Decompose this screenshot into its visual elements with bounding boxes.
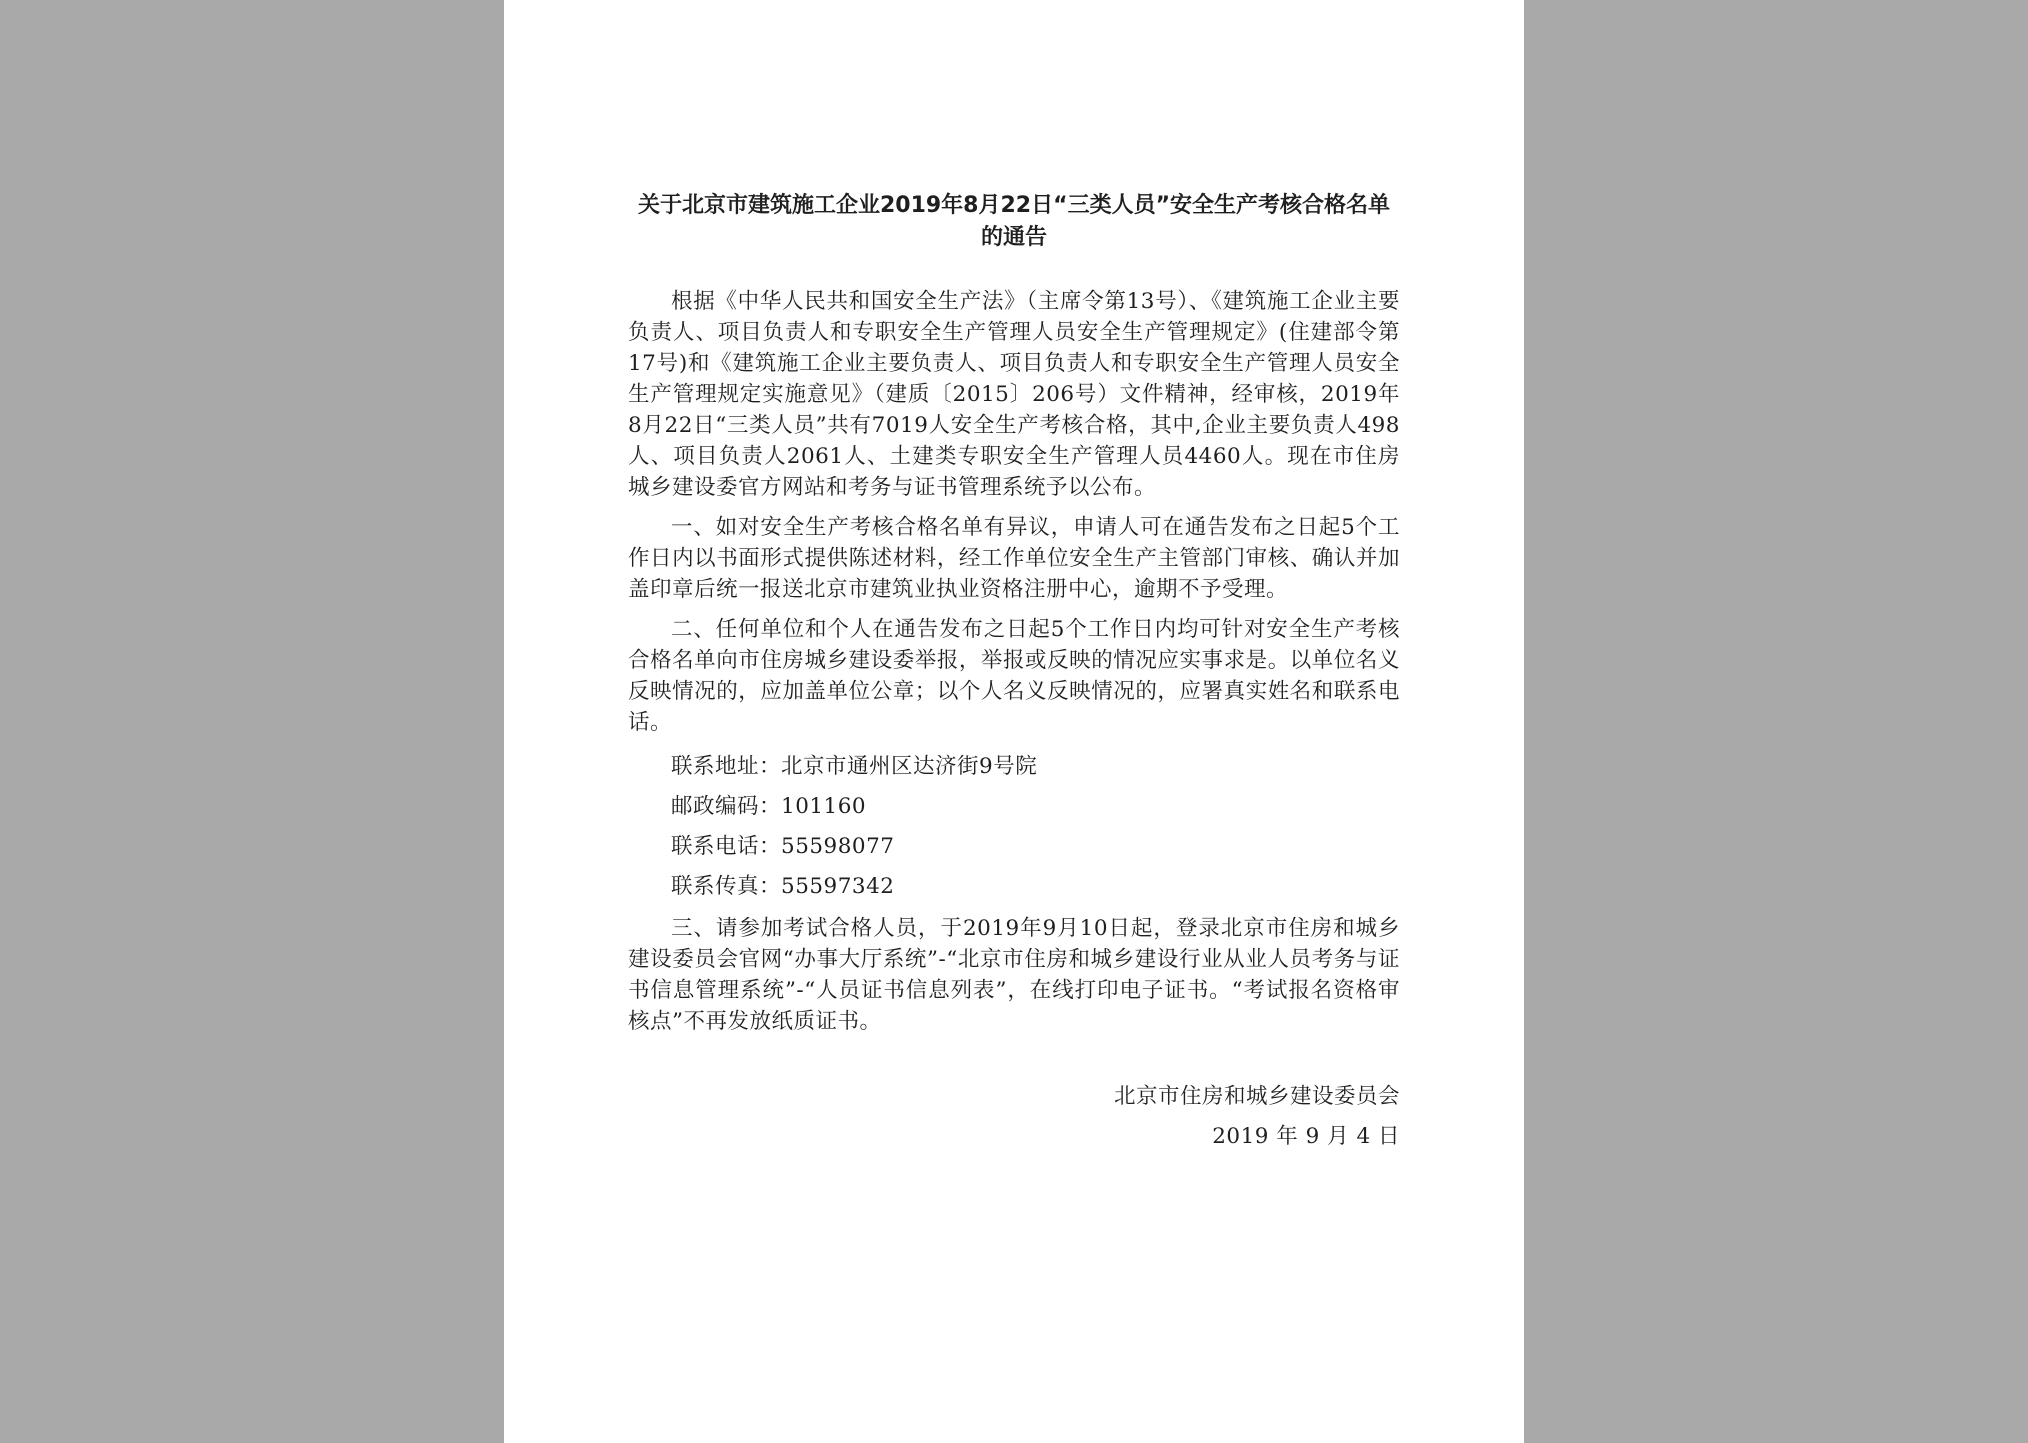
contact-fax [628,867,1400,907]
certificate-paragraph: 三、请参加考试合格人员，于2019年9月10日起，登录北京市住房和城乡建设委员会官网“办事大厅系统”-“北京市住房和城乡建设行业从业人员考务与证书信息管理系统”-“人员证书信息列表”，在线打印电子证书。“考试报名资格审核点”不再发放纸质证书。 [628,916,1400,1034]
contact-postcode-label: 邮政编码： [671,794,782,819]
signature-block [628,1077,1400,1157]
contact-phone-value: 55598077 [781,834,895,859]
contact-phone-label: 联系电话： [671,834,782,859]
document-page [504,0,1524,1443]
contact-postcode [628,787,1400,827]
contact-address-value: 北京市通州区达济街9号院 [781,754,1038,779]
contact-postcode-value: 101160 [781,794,867,819]
contact-fax-label: 联系传真： [671,874,782,899]
objection-paragraph: 一、如对安全生产考核合格名单有异议，申请人可在通告发布之日起5个工作日内以书面形式提供陈述材料，经工作单位安全生产主管部门审核、确认并加盖印章后统一报送北京市建筑业执业资格注册中心，逾期不予受理。 [628,515,1400,602]
intro-paragraph: 根据《中华人民共和国安全生产法》（主席令第13号）、《建筑施工企业主要负责人、项目负责人和专职安全生产管理人员安全生产管理规定》(住建部令第17号)和《建筑施工企业主要负责人、项目负责人和专职安全生产管理人员安全生产管理规定实施意见》（建质〔2015〕206号）文件精神，经审核，2019年8月22日“三类人员”共有7019人安全生产考核合格，其中,企业主要负责人498人、项目负责人2061人、土建类专职安全生产管理人员4460人。现在市住房城乡建设委官方网站和考务与证书管理系统予以公布。 [628,289,1400,500]
contact-fax-value: 55597342 [781,874,895,899]
report-paragraph: 二、任何单位和个人在通告发布之日起5个工作日内均可针对安全生产考核合格名单向市住房城乡建设委举报，举报或反映的情况应实事求是。以单位名义反映情况的，应加盖单位公章；以个人名义反映情况的，应署真实姓名和联系电话。 [628,617,1400,735]
contact-address-label: 联系地址： [671,754,782,779]
signature-date: 2019 年 9 月 4 日 [1212,1124,1400,1149]
signature-org: 北京市住房和城乡建设委员会 [1113,1084,1400,1109]
notice-title: 关于北京市建筑施工企业2019年8月22日“三类人员”安全生产考核合格名单的通告 [637,193,1391,250]
contact-phone [628,827,1400,867]
contact-address [628,747,1400,787]
